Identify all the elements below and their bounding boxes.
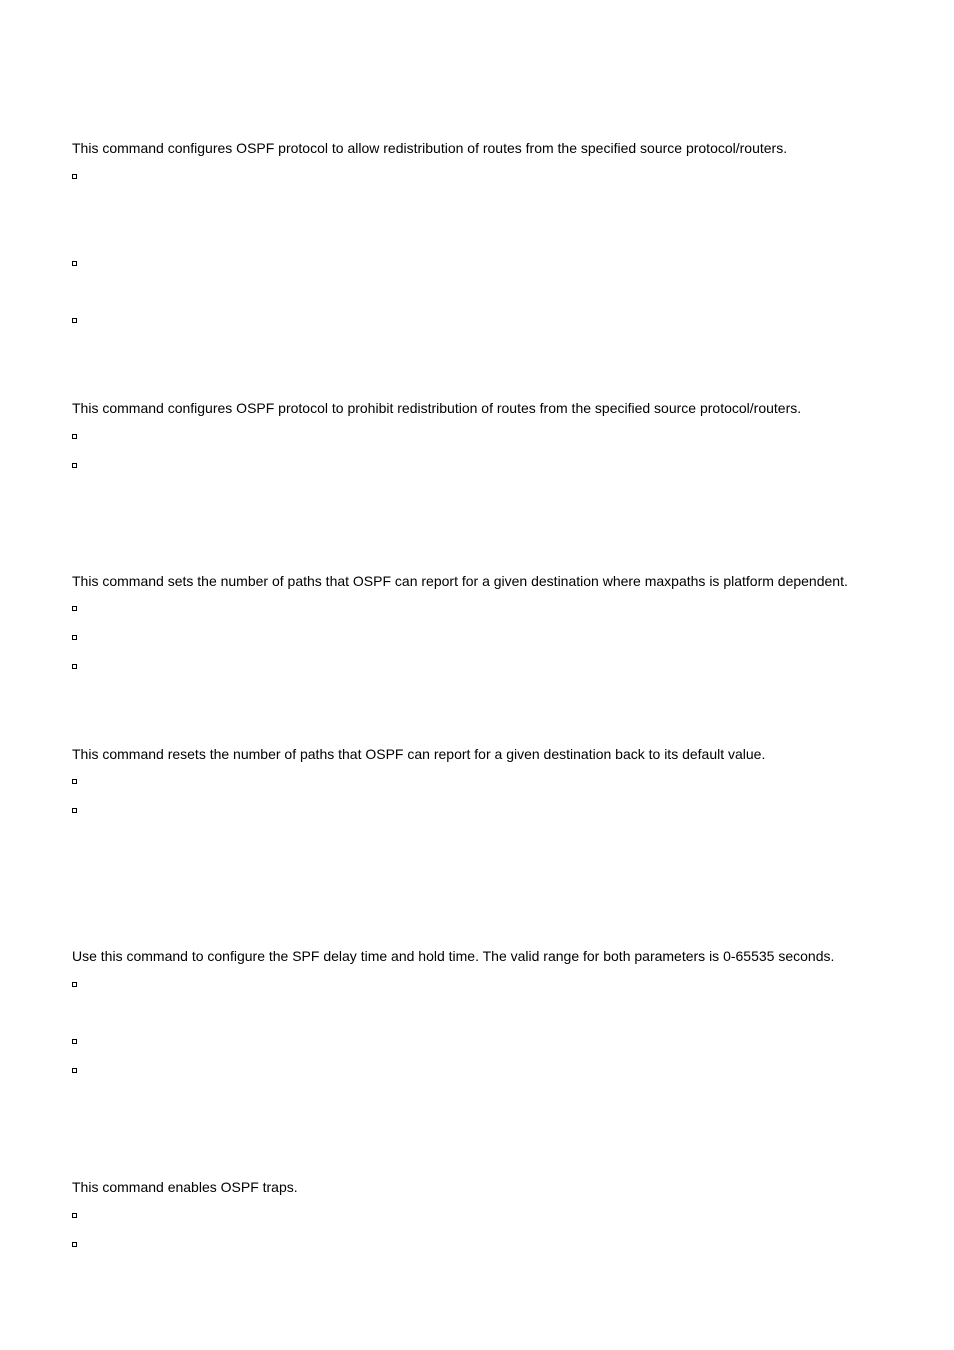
bullet-icon bbox=[72, 1068, 77, 1073]
bullet-icon bbox=[72, 1242, 77, 1247]
bullet-icon bbox=[72, 779, 77, 784]
bullet-icon bbox=[72, 635, 77, 640]
section-4-description: This command resets the number of paths that OSPF can report for a given destination back to its default value. bbox=[72, 746, 766, 762]
bullet-icon bbox=[72, 434, 77, 439]
bullet-icon bbox=[72, 261, 77, 266]
bullet-icon bbox=[72, 982, 77, 987]
bullet-icon bbox=[72, 1213, 77, 1218]
section-5-description: Use this command to configure the SPF delay time and hold time. The valid range for both parameters is 0-65535 seconds. bbox=[72, 948, 835, 964]
bullet-icon bbox=[72, 318, 77, 323]
section-2-description: This command configures OSPF protocol to prohibit redistribution of routes from the specified source protocol/routers. bbox=[72, 400, 802, 416]
section-3-description: This command sets the number of paths that OSPF can report for a given destination where maxpaths is platform dependent. bbox=[72, 573, 848, 589]
bullet-icon bbox=[72, 174, 77, 179]
section-1-description: This command configures OSPF protocol to allow redistribution of routes from the specified source protocol/routers. bbox=[72, 140, 788, 156]
bullet-icon bbox=[72, 463, 77, 468]
bullet-icon bbox=[72, 1039, 77, 1044]
section-6-description: This command enables OSPF traps. bbox=[72, 1179, 298, 1195]
bullet-icon bbox=[72, 606, 77, 611]
bullet-icon bbox=[72, 664, 77, 669]
bullet-icon bbox=[72, 808, 77, 813]
